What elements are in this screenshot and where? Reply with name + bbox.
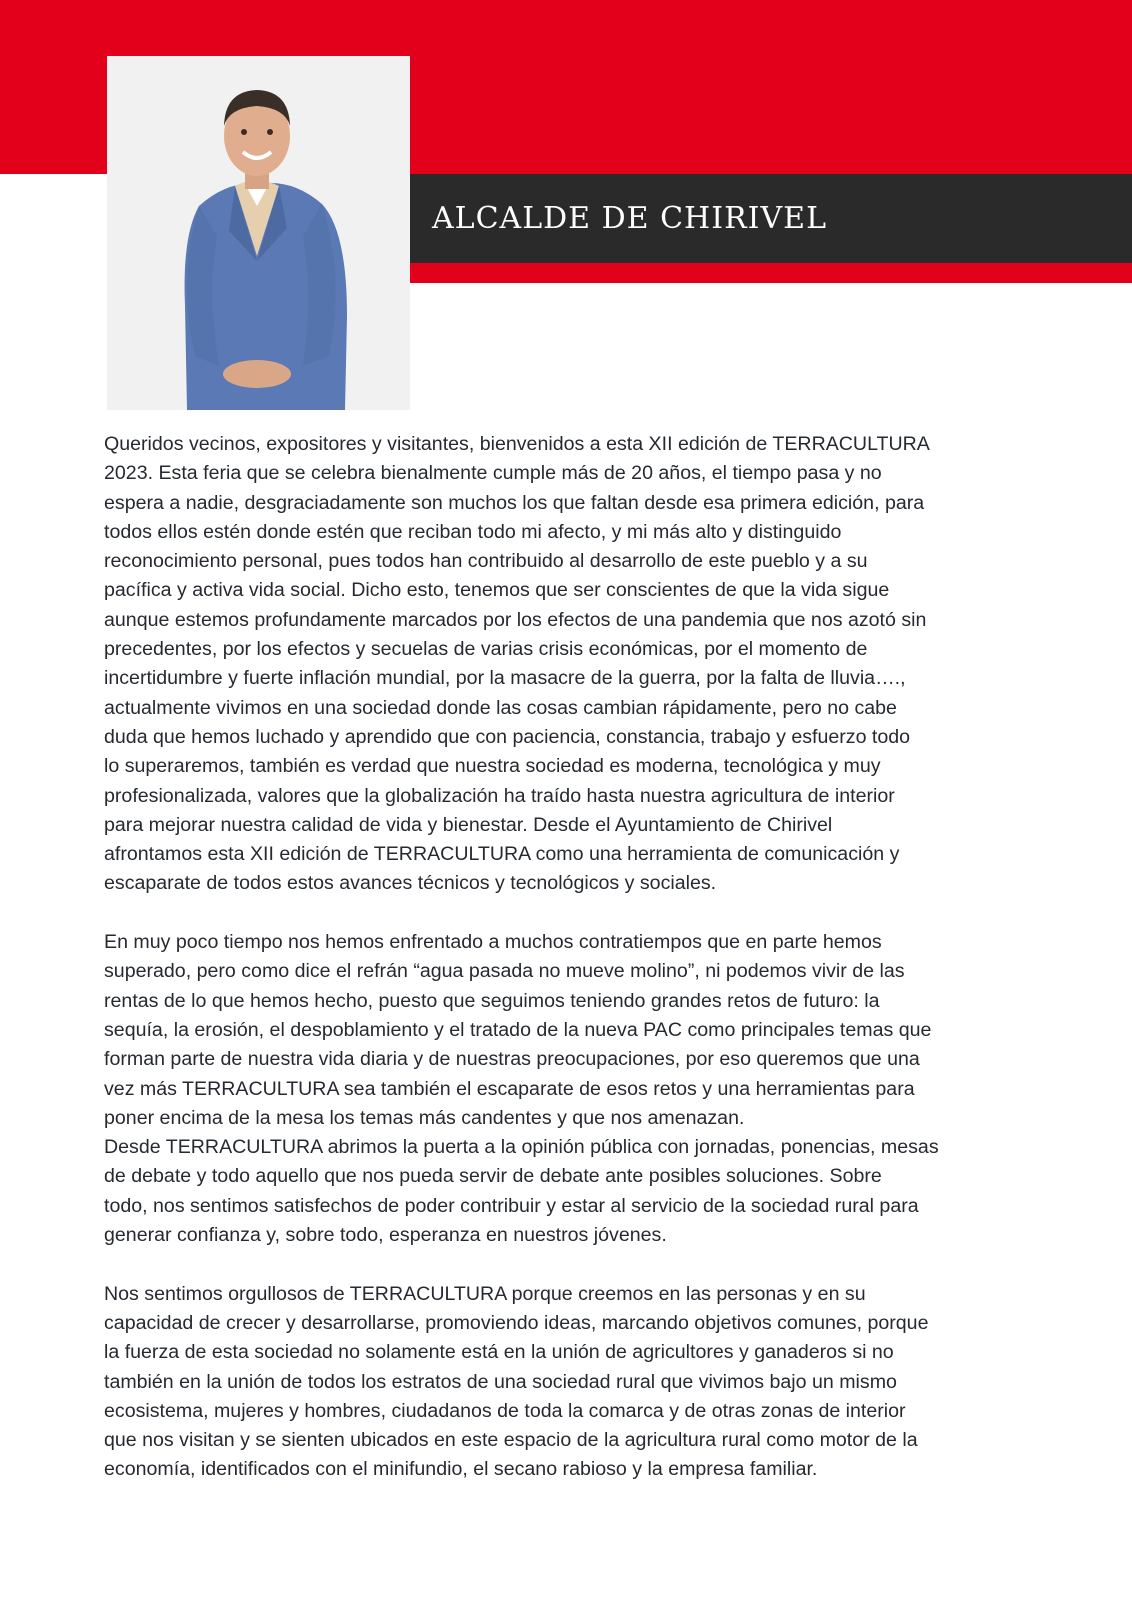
text-line: poner encima de la mesa los temas más candentes y que nos amenazan.	[104, 1106, 745, 1129]
text-line: capacidad de crecer y desarrollarse, promoviendo ideas, marcando objetivos comunes, porque	[104, 1311, 929, 1334]
text-line: vez más TERRACULTURA sea también el escaparate de esos retos y una herramientas para	[104, 1077, 915, 1100]
paragraph-welcome	[104, 430, 1044, 899]
text-line: pacífica y activa vida social. Dicho esto, tenemos que ser conscientes de que la vida sigue	[104, 579, 890, 602]
text-line: ecosistema, mujeres y hombres, ciudadanos de toda la comarca y de otras zonas de interior	[104, 1399, 906, 1422]
text-line: Desde TERRACULTURA abrimos la puerta a la opinión pública con jornadas, ponencias, mesas	[104, 1136, 939, 1159]
text-line: también en la unión de todos los estratos de una sociedad rural que vivimos bajo un mismo	[104, 1370, 897, 1393]
paragraph-spacer	[104, 1250, 1044, 1279]
text-line: Nos sentimos orgullosos de TERRACULTURA porque creemos en las personas y en su	[104, 1282, 866, 1305]
text-line: En muy poco tiempo nos hemos enfrentado a muchos contratiempos que en parte hemos	[104, 931, 882, 954]
text-line: afrontamos esta XII edición de TERRACULTURA como una herramienta de comunicación y	[104, 843, 900, 866]
paragraph-pride	[104, 1280, 1044, 1485]
text-line: profesionalizada, valores que la globalización ha traído hasta nuestra agricultura de interior	[104, 784, 895, 807]
text-line: todo, nos sentimos satisfechos de poder contribuir y estar al servicio de la sociedad rural para	[104, 1194, 919, 1217]
text-line: escaparate de todos estos avances técnicos y tecnológicos y sociales.	[104, 872, 717, 895]
text-line: incertidumbre y fuerte inflación mundial, por la masacre de la guerra, por la falta de lluvia….,	[104, 667, 906, 690]
letter-body	[104, 430, 1044, 1485]
text-line: superado, pero como dice el refrán “agua pasada no mueve molino”, ni podemos vivir de las	[104, 960, 905, 983]
text-line: Queridos vecinos, expositores y visitantes, bienvenidos a esta XII edición de TERRACULTURA	[104, 433, 930, 455]
text-line: precedentes, por los efectos y secuelas de varias crisis económicas, por el momento de	[104, 638, 868, 661]
text-line: duda que hemos luchado y aprendido que con paciencia, constancia, trabajo y esfuerzo todo	[104, 725, 911, 748]
text-line: economía, identificados con el minifundio, el secano rabioso y la empresa familiar.	[104, 1458, 818, 1481]
page-title: ALCALDE DE CHIRIVEL	[432, 201, 827, 236]
text-line: sequía, la erosión, el despoblamiento y el tratado de la nueva PAC como principales temas que	[104, 1018, 932, 1041]
text-line: que nos visitan y se sienten ubicados en este espacio de la agricultura rural como motor de la	[104, 1429, 918, 1452]
paragraph-spacer	[104, 899, 1044, 928]
text-line: rentas de lo que hemos hecho, puesto que seguimos teniendo grandes retos de futuro: la	[104, 989, 880, 1012]
text-line: 2023. Esta feria que se celebra bienalmente cumple más de 20 años, el tiempo pasa y no	[104, 462, 882, 485]
text-line: de debate y todo aquello que nos pueda servir de debate ante posibles soluciones. Sobre	[104, 1165, 882, 1188]
portrait-photo-icon	[107, 56, 410, 410]
text-line: aunque estemos profundamente marcados por los efectos de una pandemia que nos azotó sin	[104, 608, 927, 631]
text-line: todos ellos estén donde estén que reciban todo mi afecto, y mi más alto y distinguido	[104, 520, 842, 543]
text-line: para mejorar nuestra calidad de vida y bienestar. Desde el Ayuntamiento de Chirivel	[104, 813, 833, 836]
title-underline-strip	[410, 263, 1132, 283]
text-line: reconocimiento personal, pues todos han contribuido al desarrollo de este pueblo y a su	[104, 550, 868, 573]
text-line: lo superaremos, también es verdad que nuestra sociedad es moderna, tecnológica y muy	[104, 755, 881, 778]
paragraph-challenges	[104, 928, 1044, 1250]
mayor-portrait	[107, 56, 410, 410]
text-line: actualmente vivimos en una sociedad donde las cosas cambian rápidamente, pero no cabe	[104, 696, 897, 719]
text-line: espera a nadie, desgraciadamente son muchos los que faltan desde esa primera edición, para	[104, 491, 925, 514]
text-line: forman parte de nuestra vida diaria y de nuestras preocupaciones, por eso queremos que una	[104, 1048, 920, 1071]
text-line: la fuerza de esta sociedad no solamente está en la unión de agricultores y ganaderos si no	[104, 1341, 894, 1364]
text-line: generar confianza y, sobre todo, esperanza en nuestros jóvenes.	[104, 1224, 667, 1247]
title-bar	[410, 174, 1132, 263]
